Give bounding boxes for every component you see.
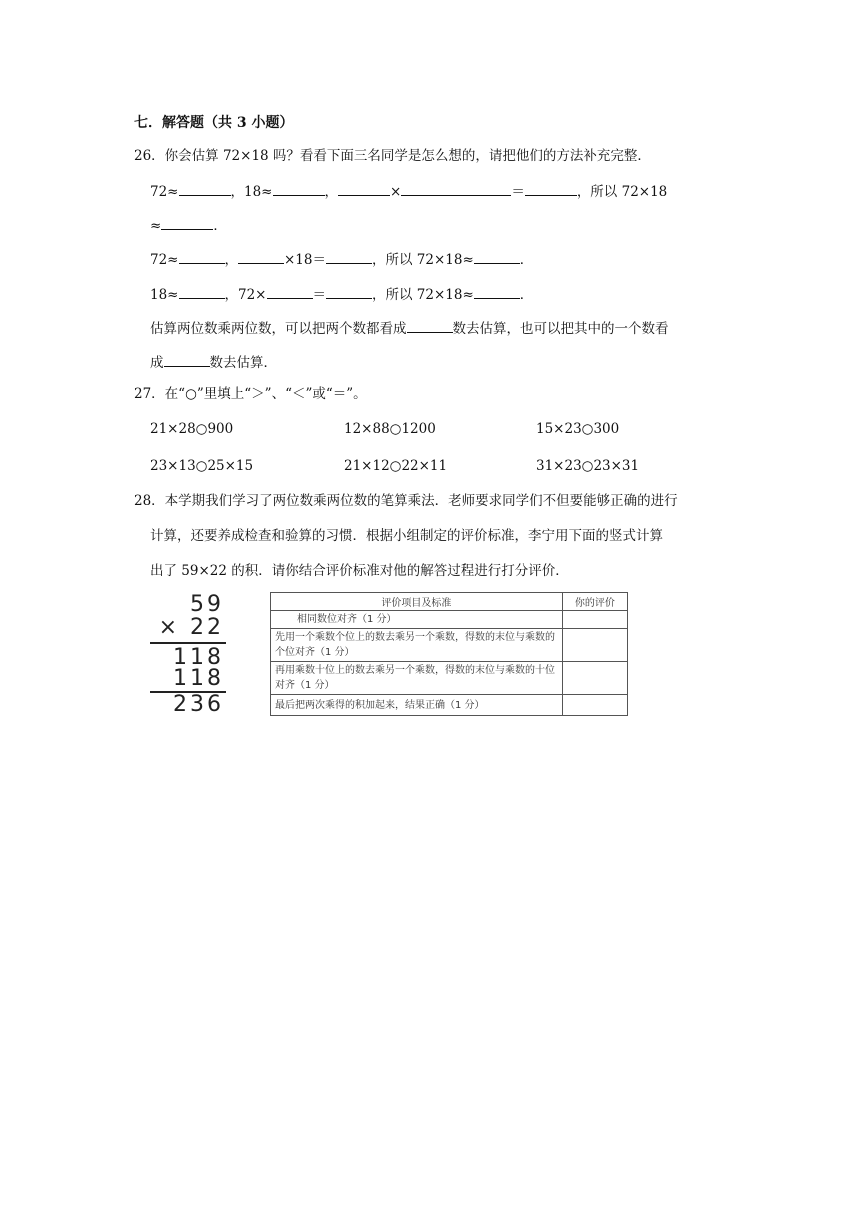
table-header-score: 你的评价 (562, 593, 627, 611)
table-row (271, 629, 628, 662)
table-row (271, 662, 628, 695)
table-row (271, 695, 628, 716)
q27-prompt: 27．在“○”里填上“＞”、“＜”或“＝”。 (134, 386, 367, 402)
q28-prompt-line1: 28．本学期我们学习了两位数乘两位数的笔算乘法．老师要求同学们不但要能够正确的进行 (134, 493, 678, 509)
criterion-text: 先用一个乘数个位上的数去乘另一个乘数，得数的末位与乘数的个位对齐（1 分） (271, 629, 563, 662)
score-cell[interactable] (562, 662, 627, 695)
answer-blank[interactable] (238, 248, 284, 264)
compare-item: 31×23○23×31 (536, 458, 640, 474)
q26-summary-line2: 成 数去估算． (150, 351, 277, 371)
score-cell[interactable] (562, 695, 627, 716)
table-header-item: 评价项目及标准 (271, 593, 563, 611)
answer-blank[interactable] (326, 283, 372, 299)
compare-item: 15×23○300 (536, 421, 620, 437)
answer-blank[interactable] (474, 248, 520, 264)
answer-blank[interactable] (525, 180, 577, 196)
compare-item: 23×13○25×15 (150, 458, 254, 474)
q26-line3: 18≈ ，72× ＝ ，所以 72×18≈ ． (150, 283, 533, 303)
score-cell[interactable] (562, 629, 627, 662)
answer-blank[interactable] (407, 317, 453, 333)
answer-blank[interactable] (164, 351, 210, 367)
answer-blank[interactable] (179, 248, 225, 264)
q26-line1: 72≈ ，18≈ ， × ＝ ，所以 72×18 (150, 180, 667, 200)
answer-blank[interactable] (474, 283, 520, 299)
table-row (271, 611, 628, 629)
vertical-multiplication (150, 592, 230, 716)
answer-blank[interactable] (161, 214, 213, 230)
q26-line2: 72≈ ， ×18＝ ，所以 72×18≈ ． (150, 248, 533, 268)
criterion-text: 再用乘数十位上的数去乘另一个乘数，得数的末位与乘数的十位对齐（1 分） (271, 662, 563, 695)
answer-blank[interactable] (326, 248, 372, 264)
compare-item: 21×12○22×11 (344, 458, 448, 474)
score-cell[interactable] (562, 611, 627, 629)
final-product: 236 (173, 692, 224, 717)
calc-divider (150, 642, 226, 644)
q28-prompt-line2: 计算，还要养成检查和验算的习惯．根据小组制定的评价标准，李宁用下面的竖式计算 (150, 528, 663, 544)
compare-item: 21×28○900 (150, 421, 234, 437)
q26-line1-cont: ≈ ． (150, 214, 227, 234)
answer-blank[interactable] (179, 180, 231, 196)
answer-blank[interactable] (179, 283, 225, 299)
multiplicand: 59 (190, 592, 224, 617)
multiplier: × 22 (158, 615, 224, 640)
answer-blank[interactable] (401, 180, 511, 196)
answer-blank[interactable] (338, 180, 390, 196)
criterion-text: 最后把两次乘得的积加起来，结果正确（1 分） (271, 695, 563, 716)
q28-prompt-line3: 出了 59×22 的积．请你结合评价标准对他的解答过程进行打分评价． (150, 563, 569, 579)
evaluation-table (270, 592, 628, 716)
answer-blank[interactable] (267, 283, 313, 299)
q26-summary-line1: 估算两位数乘两位数，可以把两个数都看成 数去估算，也可以把其中的一个数看 (150, 317, 669, 337)
section-title: 七．解答题（共 3 小题） (134, 115, 294, 131)
q26-prompt: 26．你会估算 72×18 吗？看看下面三名同学是怎么想的，请把他们的方法补充完整． (134, 148, 651, 164)
answer-blank[interactable] (273, 180, 325, 196)
criterion-text: 相同数位对齐（1 分） (271, 611, 563, 629)
compare-item: 12×88○1200 (344, 421, 436, 437)
partial-product-2: 118 (173, 666, 224, 691)
partial-product-1: 118 (173, 645, 224, 670)
